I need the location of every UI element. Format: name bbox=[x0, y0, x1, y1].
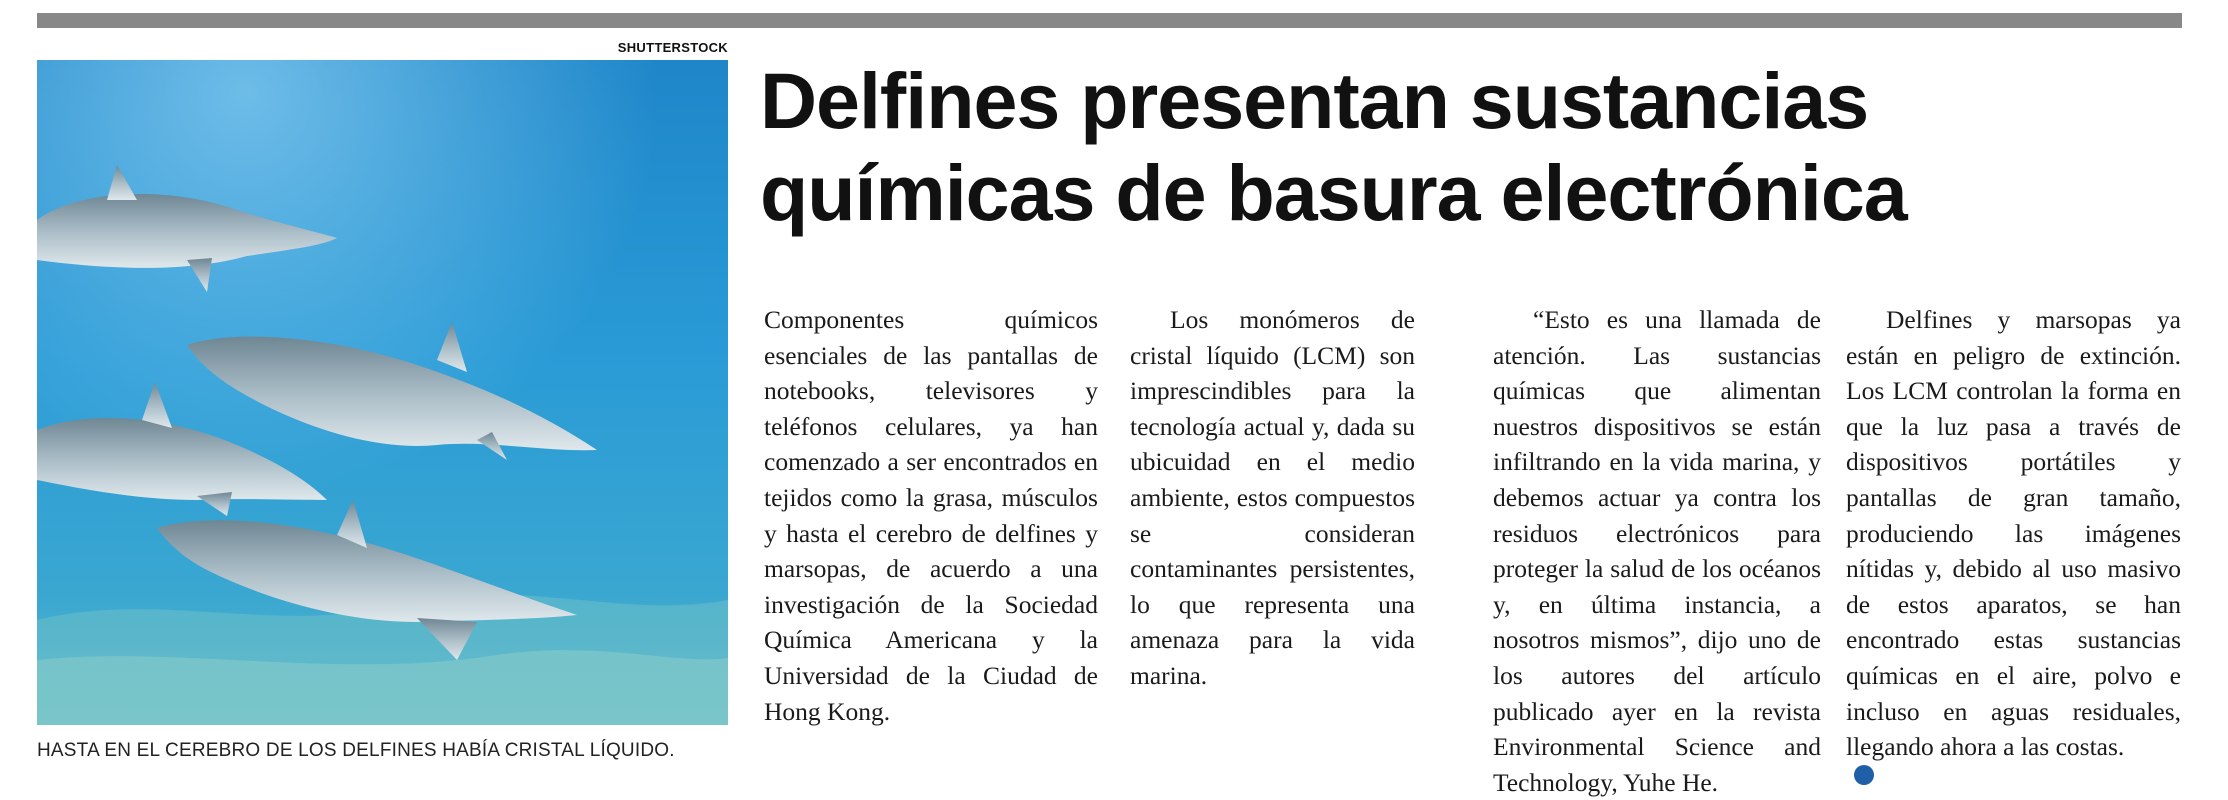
paragraph-4 bbox=[1846, 302, 2181, 785]
paragraph-3: “Esto es una llamada de atención. Las sustancias químicas que alimentan nuestros dispositivos se están infiltrando en la vida marina, y debemos actuar ya contra los residuos electrónicos para proteger la salud de los océanos y, en última instancia, a nosotros mismos”, dijo uno de los autores del artículo publicado ayer en la revista Environmental Science and Technology, Yuhe He. bbox=[1493, 305, 1821, 797]
body-column-2 bbox=[1130, 302, 1415, 782]
paragraph-2: Los monómeros de cristal líquido (LCM) son imprescindibles para la tecnología actual y, dada su ubicuidad en el medio ambiente, estos compuestos se consideran contaminantes persistentes, lo que representa una amenaza para la vida marina. bbox=[1130, 305, 1415, 690]
dolphin-photo bbox=[37, 60, 728, 725]
star-icon: ✪ bbox=[1854, 765, 1874, 785]
photo-credit: SHUTTERSTOCK bbox=[617, 40, 728, 55]
paragraph-4-text: Delfines y marsopas ya están en peligro de extinción. Los LCM controlan la forma en que la luz pasa a través de dispositivos portátiles y pantallas de gran tamaño, produciendo las imágenes nítidas y, debido al uso masivo de estos aparatos, se han encontrado estas sustancias químicas en el aire, polvo e incluso en aguas residuales, llegando ahora a las costas. bbox=[1846, 305, 2181, 762]
body-column-3 bbox=[1493, 302, 1821, 797]
photo-caption: HASTA EN EL CEREBRO DE LOS DELFINES HABÍA CRISTAL LÍQUIDO. bbox=[37, 740, 675, 761]
headline bbox=[760, 55, 2180, 239]
body-column-4 bbox=[1846, 302, 2181, 782]
headline-line-1: Delfines presentan sustancias bbox=[760, 56, 1869, 145]
top-rule bbox=[37, 13, 2182, 28]
headline-line-2: químicas de basura electrónica bbox=[760, 148, 1907, 237]
body-column-1 bbox=[764, 302, 1098, 782]
paragraph-1: Componentes químicos esenciales de las pantallas de notebooks, televisores y teléfonos celulares, ya han comenzado a ser encontrados en tejidos como la grasa, músculos y hasta el cerebro de delfines y marsopas, de acuerdo a una investigación de la Sociedad Química Americana y la Universidad de la Ciudad de Hong Kong. bbox=[764, 305, 1098, 726]
